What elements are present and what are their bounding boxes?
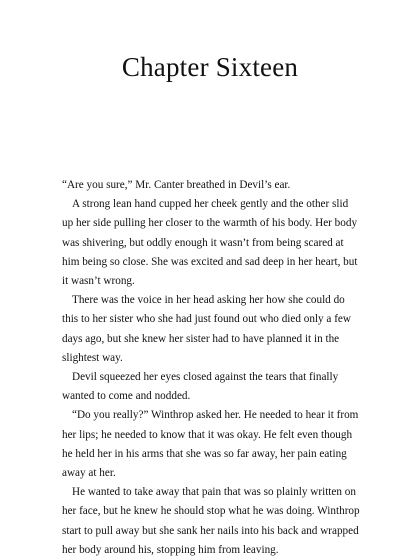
paragraph: A strong lean hand cupped her cheek gently and the other slid up her side pulling her closer to the warmth of his body. Her body was shivering, but oddly enough it wasn’t from being scared at him being so close. She was excited and sad deep in her heart, but it wasn’t wrong. [62, 198, 358, 288]
paragraph: Devil squeezed her eyes closed against the tears that finally wanted to come and nodded. [62, 371, 339, 403]
paragraph: “Do you really?” Winthrop asked her. He needed to hear it from her lips; he needed to know that it was okay. He felt even though he held her in his arms that she was so far away, her pain eating away at her. [62, 409, 359, 480]
paragraph: He wanted to take away that pain that was so plainly written on her face, but he knew he should stop what he was doing. Winthrop start to pull away but she sank her nails into his back and wrapped her body around his, stopping him from leaving. [62, 486, 360, 556]
chapter-body [62, 176, 362, 560]
paragraph: There was the voice in her head asking her how she could do this to her sister who she had just found out who died only a few days ago, but she knew her sister had to have planned it in the slightest way. [62, 294, 351, 364]
chapter-title: Chapter Sixteen [121, 52, 299, 82]
paragraph: “Are you sure,” Mr. Canter breathed in Devil’s ear. [62, 179, 291, 191]
